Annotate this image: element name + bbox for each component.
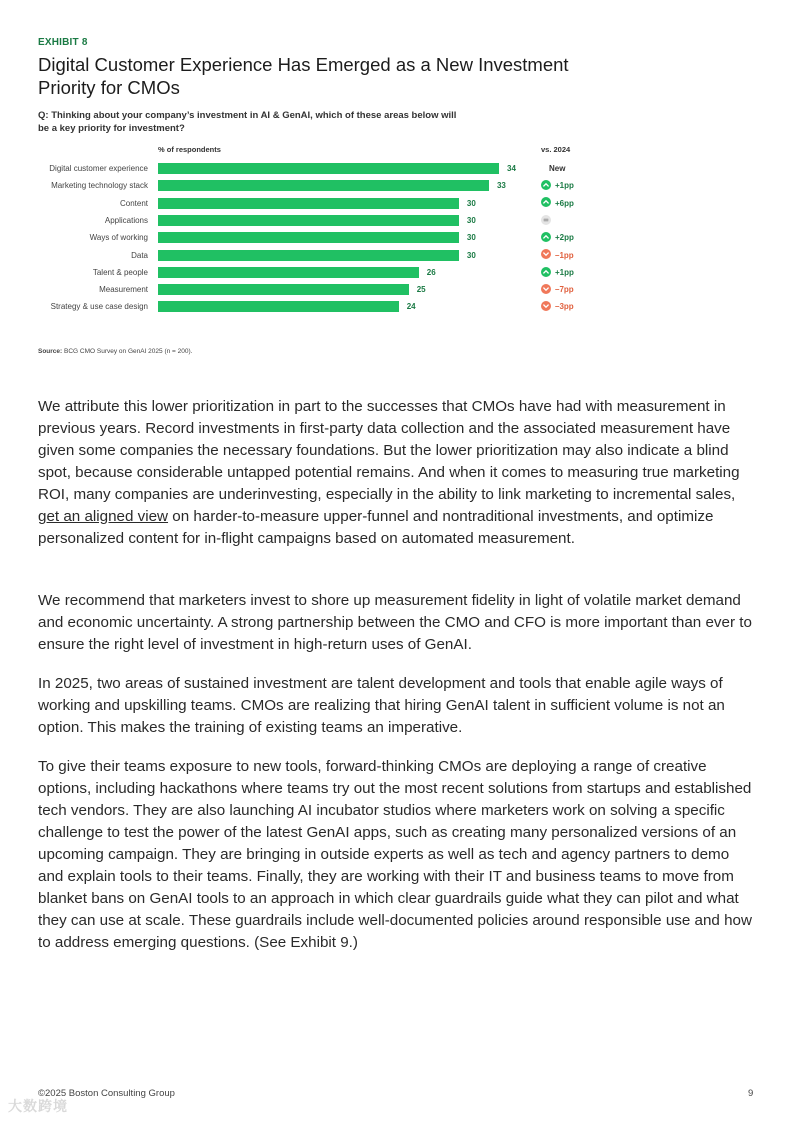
change-value: –1pp (555, 250, 574, 260)
change-value: +1pp (555, 181, 574, 191)
change-indicator (541, 250, 574, 262)
survey-question: Q: Thinking about your company’s investment in AI & GenAI, which of these areas below will be a key priority for investment? (38, 110, 457, 134)
change-indicator (541, 301, 574, 313)
bar (158, 267, 419, 278)
source-text: BCG CMO Survey on GenAI 2025 (n = 200). (64, 348, 193, 355)
bar (158, 232, 459, 243)
arrow-down-icon (541, 284, 551, 294)
watermark-logo: 大数跨境 (8, 1098, 68, 1114)
equal-icon (541, 215, 551, 225)
bar-value-label: 30 (466, 233, 476, 243)
bar-value-label: 30 (466, 215, 476, 225)
bar-value-label: 26 (426, 267, 436, 277)
bar (158, 284, 409, 295)
bar-value-label: 30 (466, 198, 476, 208)
bar-value-label: 30 (466, 250, 476, 260)
exhibit-label: EXHIBIT 8 (38, 37, 88, 48)
bar (158, 163, 499, 174)
change-value: +6pp (555, 198, 574, 208)
bar-value-label: 25 (416, 285, 426, 295)
arrow-down-icon (541, 301, 551, 311)
paragraph-4: To give their teams exposure to new tools, forward-thinking CMOs are deploying a range of creative options, including hackathons where teams try out the most recent solutions from startups and established tech vendors. They are also launching AI incubator studios where marketers work on solving a specific challenge to test the power of the latest GenAI apps, such as creating many personalized versions of an upcoming campaign. They are bringing in outside experts as well as tech and agency partners to demo and explain tools to their teams. Finally, they are working with their IT and business teams to move from blanket bans on GenAI tools to an approach in which clear guardrails guide what they can pilot and what they can use at scale. These guardrails include well-documented policies around responsible use and how to address emerging questions. (See Exhibit 9.) (38, 758, 752, 951)
change-indicator (541, 284, 574, 296)
category-label: Marketing technology stack (51, 181, 148, 191)
bar (158, 250, 459, 261)
paragraph-1-end: on harder-to-measure upper-funnel and nontraditional investments, and optimize personalized content for in-flight campaigns based on automated measurement. (38, 508, 714, 547)
change-value: New (549, 164, 566, 173)
change-indicator (541, 232, 574, 244)
change-value: +2pp (555, 233, 574, 243)
change-indicator (541, 180, 574, 192)
change-indicator (541, 215, 555, 227)
change-value: –3pp (555, 302, 574, 312)
bar (158, 215, 459, 226)
category-label: Ways of working (89, 233, 148, 243)
bar-value-label: 33 (496, 181, 506, 191)
bar-value-label: 24 (406, 302, 416, 312)
arrow-up-icon (541, 232, 551, 242)
category-label: Content (119, 198, 148, 208)
arrow-up-icon (541, 180, 551, 190)
category-label: Measurement (99, 285, 148, 295)
bar-value-label: 34 (507, 164, 516, 173)
category-label: Data (131, 250, 148, 260)
paragraph-3: In 2025, two areas of sustained investment are talent development and tools that enable agile ways of working and upskilling teams. CMOs are realizing that hiring GenAI talent in sufficient volume is not an option. This makes the training of existing teams an imperative. (38, 675, 725, 736)
arrow-down-icon (541, 249, 551, 259)
source-label: Source: (38, 348, 63, 355)
paragraph-1-start: We attribute this lower prioritization in part to the successes that CMOs have had with measurement in previous years. Record investments in first-party data collection and the associated measurement have given some companies the necessary foundations. But the lower prioritization may also indicate a blind spot, because considerable untapped potential remains. And when it comes to measuring true marketing ROI, many companies are underinvesting, especially in the ability to link marketing to incremental sales, (38, 398, 740, 503)
change-indicator (541, 267, 574, 279)
page-number: 9 (748, 1088, 754, 1099)
change-value: –7pp (555, 285, 574, 295)
bar (158, 301, 399, 312)
category-label: Digital customer experience (49, 164, 148, 173)
footer-copyright: ©2025 Boston Consulting Group (38, 1088, 175, 1099)
exhibit-title: Digital Customer Experience Has Emerged as a New Investment Priority for CMOs (38, 54, 569, 98)
category-label: Strategy & use case design (50, 302, 148, 312)
bar (158, 198, 459, 209)
value-column-header: % of respondents (158, 145, 221, 154)
arrow-up-icon (541, 267, 551, 277)
change-indicator (541, 198, 574, 210)
category-label: Talent & people (92, 267, 148, 277)
aligned-view-link[interactable]: get an aligned view (38, 508, 169, 525)
change-column-header: vs. 2024 (541, 145, 571, 154)
bar (158, 180, 489, 191)
change-indicator (549, 163, 565, 175)
paragraph-2: We recommend that marketers invest to shore up measurement fidelity in light of volatile market demand and economic uncertainty. A strong partnership between the CMO and CFO is more important than ever to ensure the right level of investment in high-return uses of GenAI. (38, 592, 752, 653)
source-note (38, 348, 192, 355)
change-value: +1pp (555, 267, 574, 277)
category-label: Applications (104, 215, 148, 225)
paragraph-1 (38, 396, 754, 550)
arrow-up-icon (541, 197, 551, 207)
